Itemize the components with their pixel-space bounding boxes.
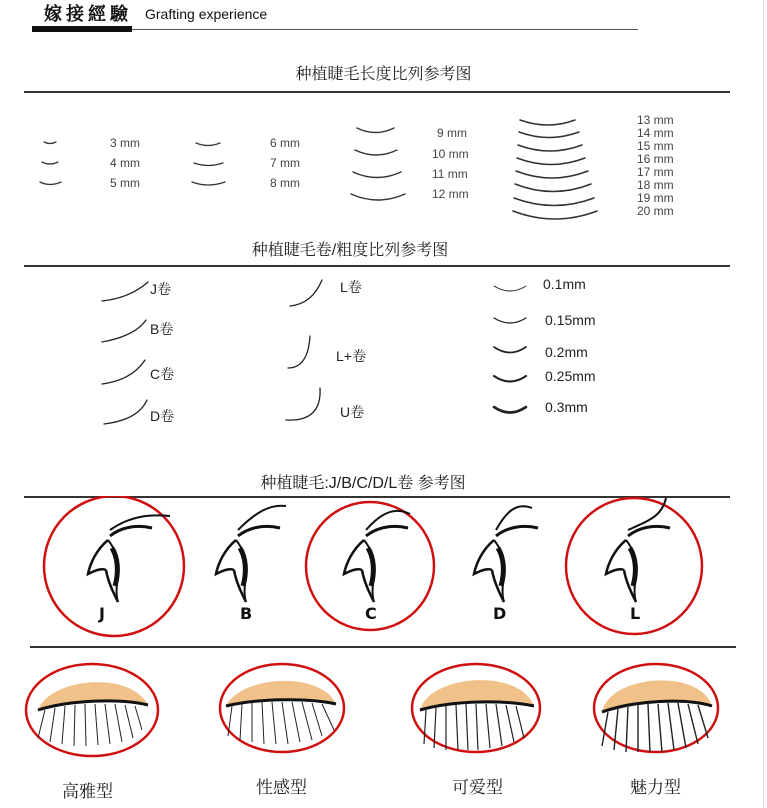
header-title-en: Grafting experience bbox=[145, 6, 268, 22]
thickness-label: 0.15mm bbox=[545, 312, 596, 328]
length-label: 18 mm bbox=[637, 178, 674, 192]
length-label: 16 mm bbox=[637, 152, 674, 166]
length-label: 19 mm bbox=[637, 191, 674, 205]
length-label: 11 mm bbox=[432, 167, 468, 181]
curl-label: B卷 bbox=[150, 321, 174, 337]
length-label: 14 mm bbox=[637, 126, 674, 140]
length-label: 6 mm bbox=[270, 136, 300, 150]
length-label: 10 mm bbox=[432, 147, 469, 161]
style-label: 可爱型 bbox=[452, 778, 503, 797]
length-label: 17 mm bbox=[637, 165, 674, 179]
eye-letter: L bbox=[630, 604, 641, 623]
header-title-cn: 嫁接經驗 bbox=[44, 4, 132, 25]
thickness-label: 0.25mm bbox=[545, 368, 596, 384]
eye-circle-j bbox=[44, 496, 184, 636]
style-label: 性感型 bbox=[256, 778, 307, 797]
eye-letter: J bbox=[99, 604, 105, 623]
length-label: 9 mm bbox=[437, 126, 467, 140]
length-section-title: 种植睫毛长度比列参考图 bbox=[295, 66, 472, 83]
style-cute bbox=[412, 664, 540, 752]
length-label: 13 mm bbox=[637, 113, 674, 127]
length-label: 5 mm bbox=[110, 176, 140, 190]
curl-label: D卷 bbox=[150, 408, 175, 424]
style-label: 魅力型 bbox=[630, 778, 681, 797]
length-label: 12 mm bbox=[432, 187, 469, 201]
style-charming bbox=[594, 664, 718, 752]
eye-letter: B bbox=[240, 604, 253, 623]
style-label: 高雅型 bbox=[62, 782, 113, 801]
length-label: 3 mm bbox=[110, 136, 140, 150]
style-sexy bbox=[220, 664, 344, 752]
curl-section-title: 种植睫毛卷/粗度比列参考图 bbox=[251, 242, 449, 259]
thickness-label: 0.3mm bbox=[545, 399, 588, 415]
header-divider bbox=[132, 29, 638, 30]
curl-section-rule bbox=[24, 265, 730, 267]
styles-rule bbox=[30, 646, 736, 648]
length-label: 4 mm bbox=[110, 156, 140, 170]
eye-profile-illustrations bbox=[0, 496, 767, 646]
length-label: 7 mm bbox=[270, 156, 300, 170]
curl-label: L卷 bbox=[340, 279, 362, 295]
length-label: 20 mm bbox=[637, 204, 674, 218]
header-bar bbox=[32, 26, 132, 32]
style-elegant bbox=[26, 664, 158, 756]
eye-letter: D bbox=[493, 604, 507, 623]
lash-style-illustrations bbox=[0, 660, 767, 770]
length-section-rule bbox=[24, 91, 730, 93]
curl-label: L+卷 bbox=[336, 348, 366, 364]
length-label: 8 mm bbox=[270, 176, 300, 190]
curl-label: U卷 bbox=[340, 404, 365, 420]
thickness-label: 0.2mm bbox=[545, 344, 588, 360]
curl-label: C卷 bbox=[150, 366, 175, 382]
length-label: 15 mm bbox=[637, 139, 674, 153]
thickness-label: 0.1mm bbox=[543, 276, 586, 292]
page-edge bbox=[763, 0, 764, 808]
curl-label: J卷 bbox=[150, 281, 171, 297]
eye-section-title: 种植睫毛:J/B/C/D/L卷 参考图 bbox=[260, 475, 466, 492]
eye-letter: C bbox=[365, 604, 377, 623]
